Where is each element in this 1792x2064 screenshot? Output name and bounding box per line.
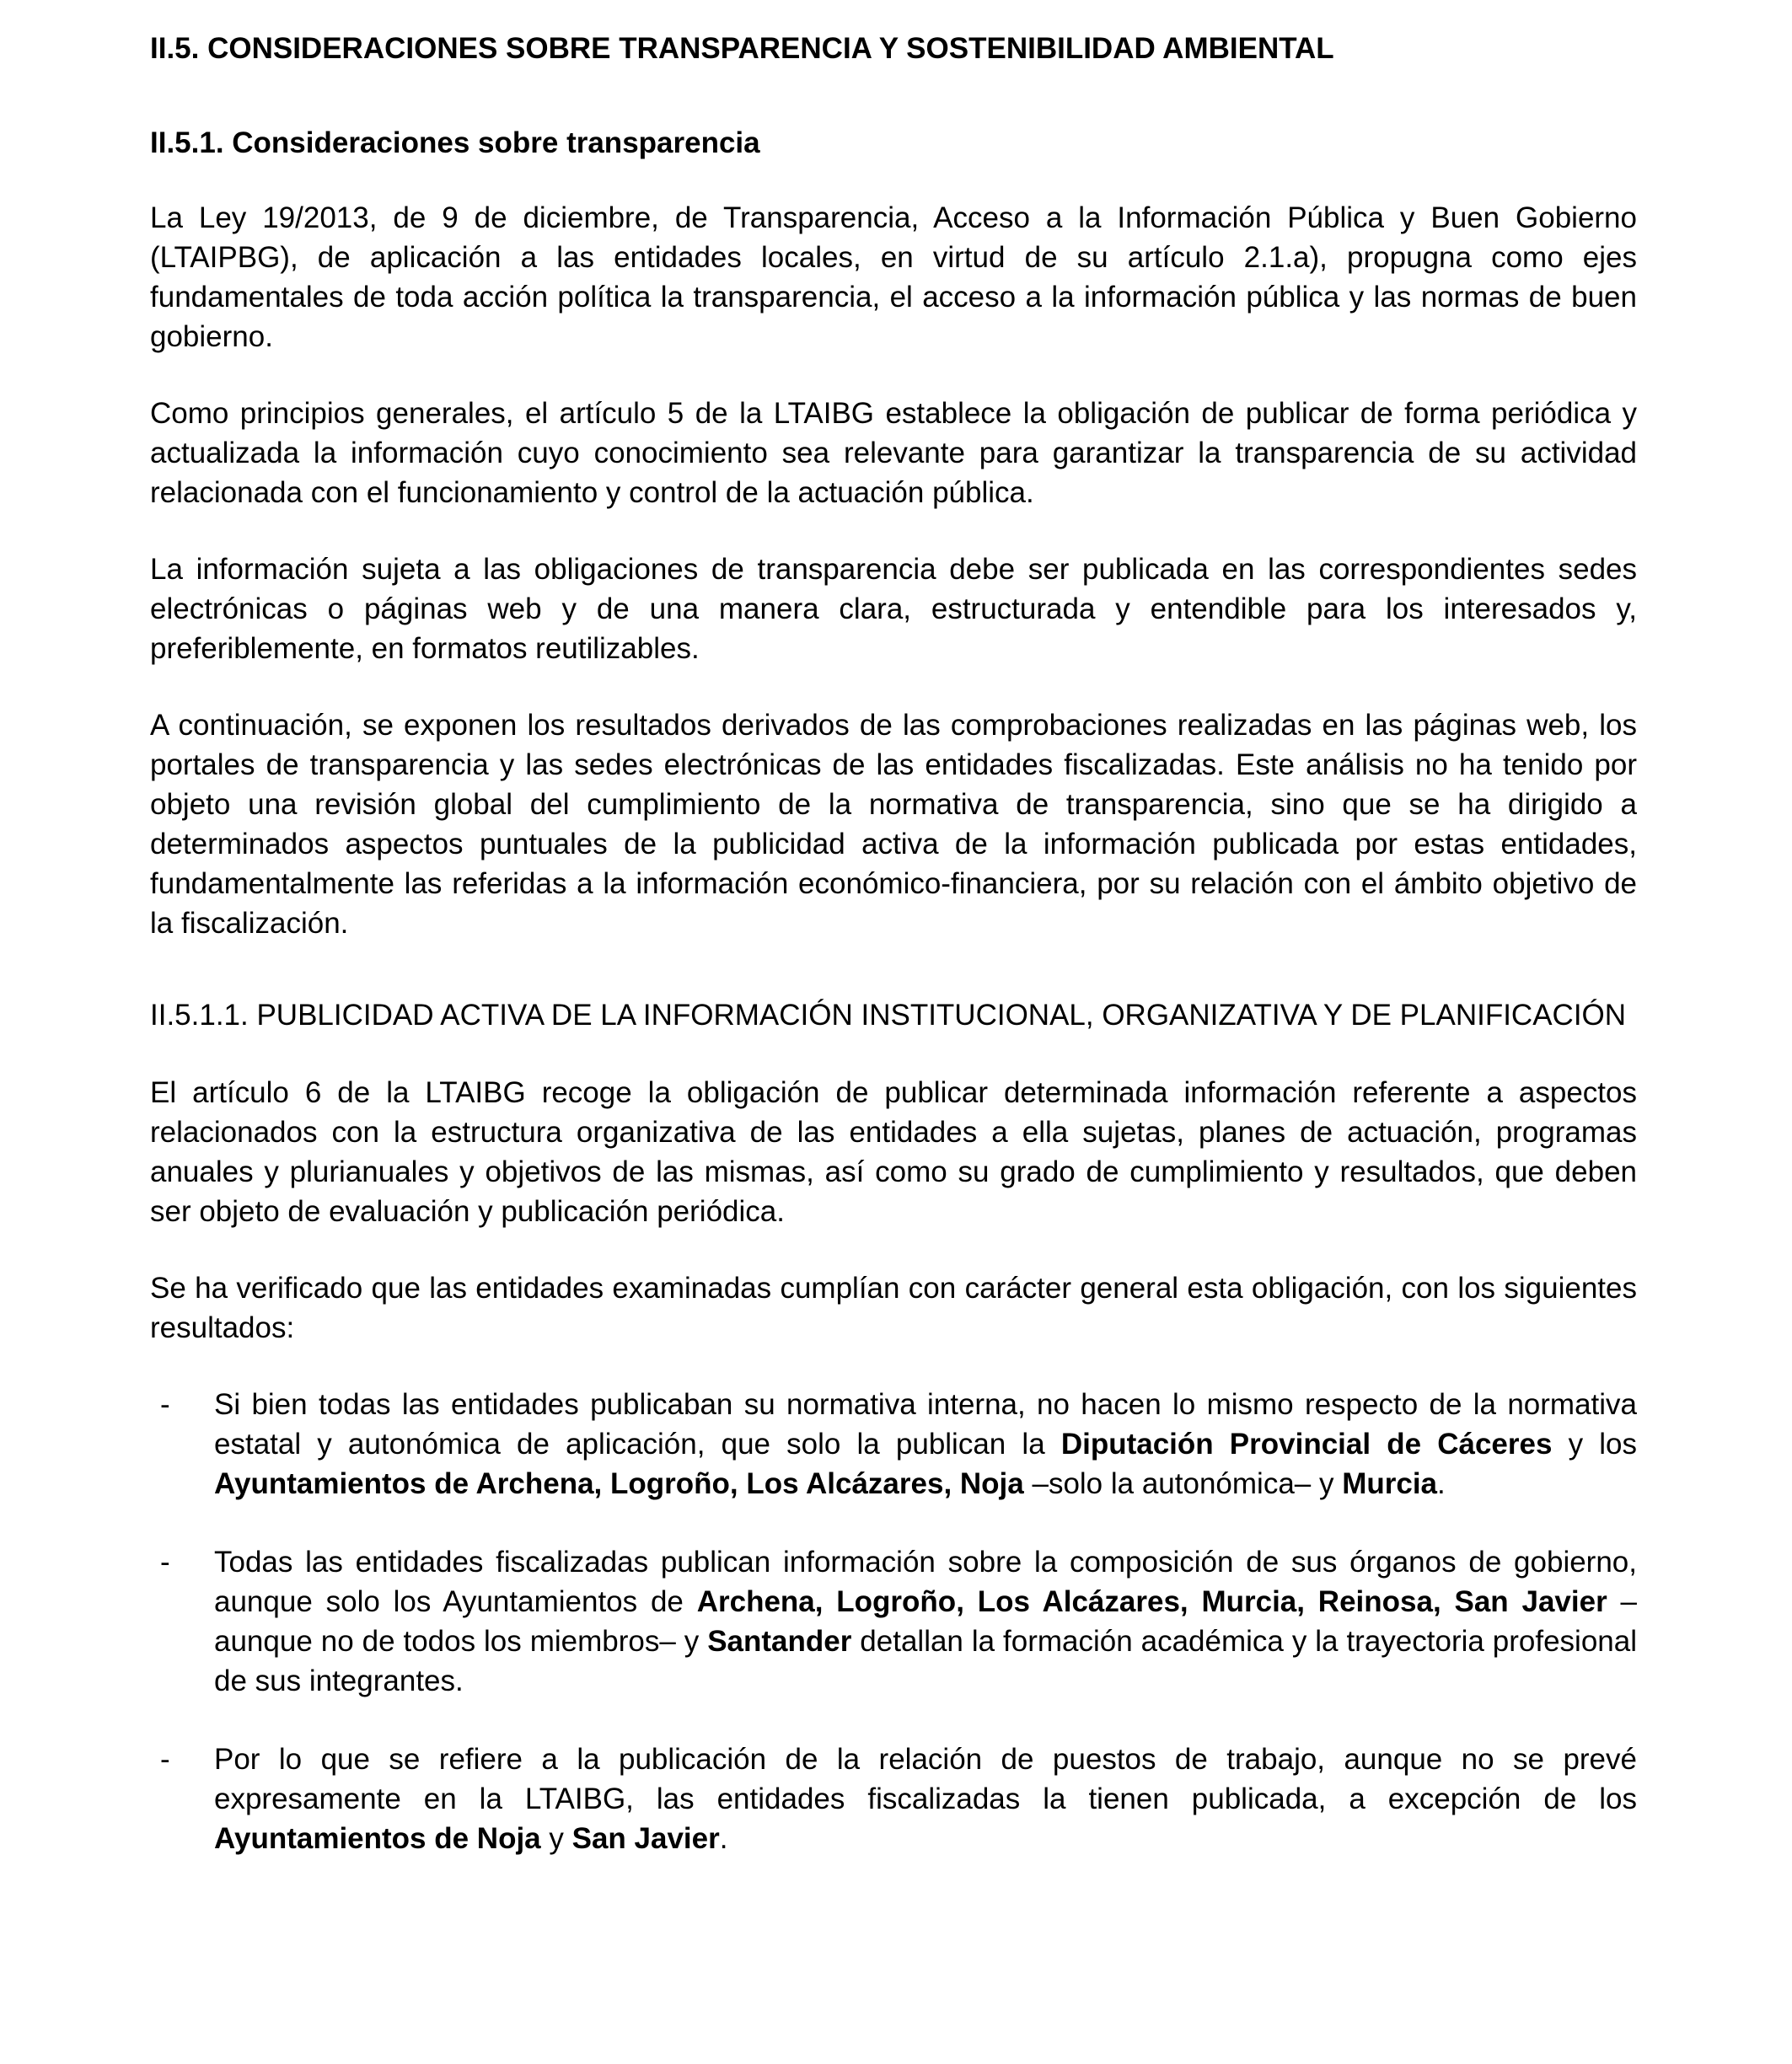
bullet-text: . xyxy=(719,1822,728,1855)
bullet-dash: - xyxy=(160,1546,170,1579)
bullet-text: –solo la autonómica– y xyxy=(1023,1467,1343,1500)
subsection-title: II.5.1. Consideraciones sobre transparencia xyxy=(150,126,760,159)
bullet-bold: Ayuntamientos de Archena, Logroño, Los Alcázares, Noja xyxy=(214,1467,1024,1500)
bullet-bold: Ayuntamientos de Noja xyxy=(214,1822,541,1855)
paragraph-articulo-6: El artículo 6 de la LTAIBG recoge la obligación de publicar determinada información referente a aspectos relacionados con la estructura organizativa de las entidades a ella sujetas, planes de actuación, programas anuales y plurianuales y objetivos de las mismas, así como su grado de cumplimiento y resultados, que deben ser objeto de evaluación y publicación periódica. xyxy=(150,1076,1637,1228)
paragraph-principios: Como principios generales, el artículo 5 de la LTAIBG establece la obligación de publicar de forma periódica y actualizada la información cuyo conocimiento sea relevante para garantizar la transparencia de su actividad relacionada con el funcionamiento y control de la actuación pública. xyxy=(150,397,1637,509)
bullet-bold: Diputación Provincial de Cáceres xyxy=(1060,1428,1553,1461)
bullet-text: . xyxy=(1437,1467,1446,1500)
bullet-text: y xyxy=(540,1822,572,1855)
bullet-item xyxy=(150,1542,1637,1701)
bullet-bold: Murcia xyxy=(1342,1467,1438,1500)
bullet-dash: - xyxy=(160,1388,170,1421)
bullet-bold: San Javier xyxy=(571,1822,720,1855)
bullet-item xyxy=(150,1385,1637,1504)
bullet-text: Por lo que se refiere a la publicación de la relación de puestos de trabajo, aunque no se prevé expresamente en la LTAIBG, las entidades fiscalizadas la tienen publicada, a excepción de los xyxy=(214,1743,1637,1815)
bullet-item xyxy=(150,1740,1637,1858)
bullet-text: Si bien todas las entidades publicaban su normativa interna, no hacen lo mismo respecto de la normativa estatal y autonómica de aplicación, que solo la publican la xyxy=(214,1388,1637,1461)
document-page xyxy=(150,29,1637,1897)
bullet-text: y los xyxy=(1552,1428,1637,1461)
subsubsection-title: II.5.1.1. PUBLICIDAD ACTIVA DE LA INFORMACIÓN INSTITUCIONAL, ORGANIZATIVA Y DE PLANIFICACIÓN xyxy=(150,999,1627,1032)
paragraph-ltaipbg: La Ley 19/2013, de 9 de diciembre, de Transparencia, Acceso a la Información Pública y Buen Gobierno (LTAIPBG), de aplicación a las entidades locales, en virtud de su artículo 2.1.a), propugna como ejes fundamentales de toda acción política la transparencia, el acceso a la información pública y las normas de buen gobierno. xyxy=(150,201,1637,353)
bullet-text: Todas las entidades fiscalizadas publican información sobre la composición de sus órganos de gobierno, aunque solo los Ayuntamientos de xyxy=(214,1546,1637,1618)
bullet-text: –aunque no de todos los miembros– y xyxy=(214,1585,1637,1658)
paragraph-informacion: La información sujeta a las obligaciones de transparencia debe ser publicada en las correspondientes sedes electrónicas o páginas web y de una manera clara, estructurada y entendible para los interesados y, preferiblemente, en formatos reutilizables. xyxy=(150,553,1637,665)
bullet-text: detallan la formación académica y la trayectoria profesional de sus integrantes. xyxy=(214,1625,1638,1697)
section-title: II.5. CONSIDERACIONES SOBRE TRANSPARENCIA Y SOSTENIBILIDAD AMBIENTAL xyxy=(150,32,1334,65)
paragraph-resultados: A continuación, se exponen los resultados derivados de las comprobaciones realizadas en las páginas web, los portales de transparencia y las sedes electrónicas de las entidades fiscalizadas. Este análisis no ha tenido por objeto una revisión global del cumplimiento de la normativa de transparencia, sino que se ha dirigido a determinados aspectos puntuales de la publicidad activa de la información publicada por estas entidades, fundamentalmente las referidas a la información económico-financiera, por su relación con el ámbito objetivo de la fiscalización. xyxy=(150,709,1637,940)
bullet-bold: Santander xyxy=(707,1625,852,1658)
paragraph-verificado: Se ha verificado que las entidades examinadas cumplían con carácter general esta obligación, con los siguientes resultados: xyxy=(150,1272,1637,1344)
bullet-bold: Archena, Logroño, Los Alcázares, Murcia, Reinosa, San Javier xyxy=(696,1585,1607,1618)
bullet-dash: - xyxy=(160,1743,170,1776)
